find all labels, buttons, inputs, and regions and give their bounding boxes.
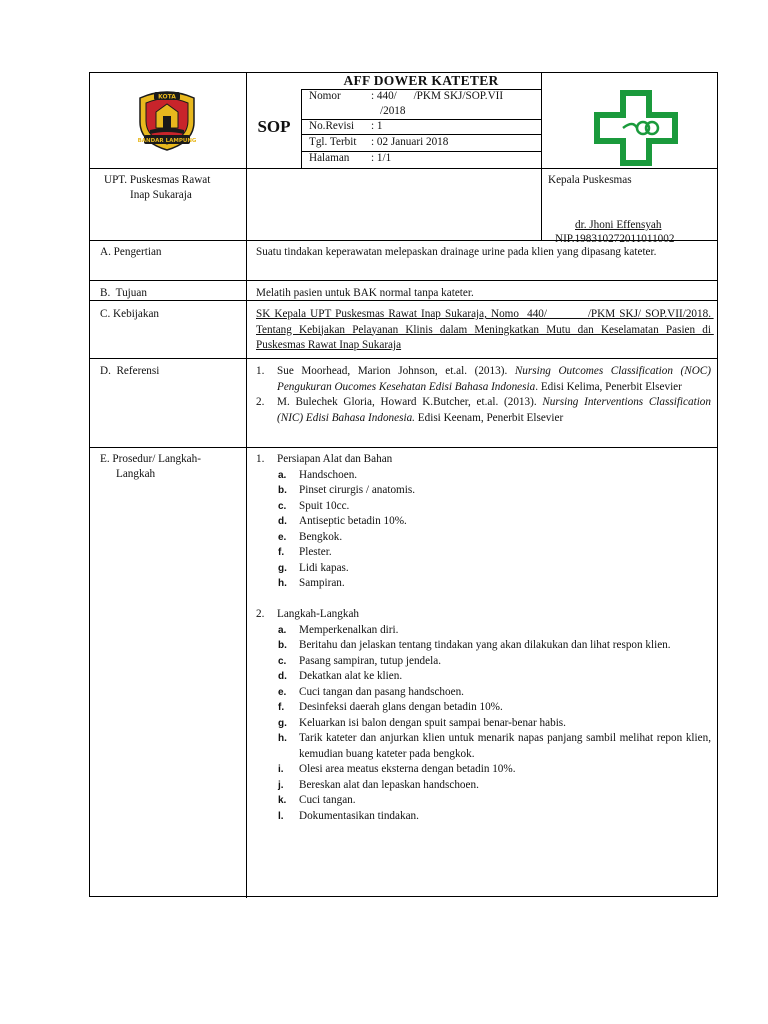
persiapan-item-letter: h.	[278, 578, 287, 589]
health-logo	[593, 90, 679, 166]
persiapan-item-letter: b.	[278, 485, 287, 496]
langkah-item	[256, 731, 711, 762]
row-line-kebijakan	[90, 358, 717, 359]
langkah-item-letter: h.	[278, 733, 287, 744]
referensi-title: Nursing Outcomes Classification (NOC) Pengukuran Oucomes Kesehatan Edisi Bahasa Indonesia	[277, 365, 711, 393]
persiapan-item-text: Plester.	[299, 546, 332, 558]
langkah-item	[256, 623, 711, 639]
langkah-item	[256, 793, 711, 809]
group-langkah-title: Langkah-Langkah	[277, 608, 360, 620]
referensi-text	[277, 364, 711, 395]
persiapan-item-letter: a.	[278, 469, 287, 481]
persiapan-item-text: Antiseptic betadin 10%.	[299, 515, 407, 527]
group-langkah-heading	[256, 607, 711, 623]
referensi-authors: M. Bulechek Gloria, Howard K.Butcher, et.al. (2013).	[277, 396, 543, 408]
langkah-item	[256, 809, 711, 825]
unit-name-line1: UPT. Puskesmas Rawat	[104, 174, 211, 186]
langkah-item-text: Cuci tangan dan pasang handschoen.	[299, 685, 464, 698]
referensi-num: 2.	[256, 396, 265, 408]
langkah-item-letter: g.	[278, 717, 287, 729]
sop-document	[89, 72, 718, 897]
head-nip: NIP.198310272011011002	[555, 233, 675, 245]
langkah-item-text: Pasang sampiran, tutup jendela.	[299, 654, 441, 667]
langkah-item-text: Dekatkan alat ke klien.	[299, 670, 403, 682]
row-line-header	[90, 168, 717, 169]
field-terbit-label: Tgl. Terbit	[309, 136, 357, 148]
persiapan-item-text: Bengkok.	[299, 530, 343, 543]
langkah-item	[256, 762, 711, 778]
referensi-authors: Sue Moorhead, Marion Johnson, et.al. (2013).	[277, 365, 515, 377]
langkah-item	[256, 638, 711, 654]
document-title: AFF DOWER KATETER	[343, 73, 499, 88]
langkah-list	[256, 623, 711, 825]
row-line-referensi	[90, 447, 717, 448]
sop-label: SOP	[257, 117, 291, 136]
referensi-tail: . Edisi Kelima, Penerbit Elsevier	[535, 380, 682, 393]
referensi-text	[277, 395, 711, 426]
city-logo	[132, 88, 202, 152]
langkah-item-text: Keluarkan isi balon dengan spuit sampai benar-benar habis.	[299, 716, 566, 729]
referensi-item	[256, 395, 711, 426]
text-kebijakan: SK Kepala UPT Puskesmas Rawat Inap Sukaraja, Nomo 440/ /PKM SKJ/ SOP.VII/2018. Tentang Kebijakan Pelayanan Klinis dalam Meningkatkan Mutu dan Keselamatan Pasien di Puskesmas Rawat Inap Sukaraja	[256, 308, 714, 351]
svg-text:BANDAR LAMPUNG: BANDAR LAMPUNG	[137, 138, 197, 144]
label-referensi: D. Referensi	[100, 365, 160, 377]
persiapan-item	[256, 468, 711, 484]
persiapan-item	[256, 483, 711, 499]
persiapan-item-text: Handschoen.	[299, 468, 358, 481]
field-nomor-value-cont: /2018	[380, 105, 406, 117]
persiapan-list	[256, 468, 711, 592]
langkah-item-letter: l.	[278, 810, 284, 822]
langkah-item-letter: f.	[278, 702, 285, 713]
persiapan-item-letter: e.	[278, 531, 287, 543]
text-pengertian: Suatu tindakan keperawatan melepaskan drainage urine pada klien yang dipasang kateter.	[256, 246, 657, 258]
field-nomor-value: : 440/ /PKM SKJ/SOP.VII	[371, 90, 504, 102]
group-langkah-num: 2.	[256, 608, 265, 620]
persiapan-item-text: Lidi kapas.	[299, 561, 349, 574]
langkah-item	[256, 685, 711, 701]
langkah-item-text: Dokumentasikan tindakan.	[299, 809, 419, 822]
label-prosedur-line2: Langkah	[116, 468, 156, 480]
langkah-item-letter: b.	[278, 640, 287, 651]
langkah-item-text: Cuci tangan.	[299, 794, 356, 806]
label-prosedur-line1: E. Prosedur/ Langkah-	[100, 453, 201, 465]
field-revisi-label: No.Revisi	[309, 120, 355, 132]
langkah-item-text: Memperkenalkan diri.	[299, 623, 399, 636]
persiapan-item	[256, 530, 711, 546]
persiapan-item	[256, 561, 711, 577]
text-tujuan: Melatih pasien untuk BAK normal tanpa kateter.	[256, 287, 474, 299]
langkah-item-letter: a.	[278, 624, 287, 636]
persiapan-item	[256, 499, 711, 515]
persiapan-item-text: Pinset cirurgis / anatomis.	[299, 484, 416, 496]
langkah-item	[256, 700, 711, 716]
langkah-item-text: Beritahu dan jelaskan tentang tindakan yang akan dilakukan dan lihat respon klien.	[299, 639, 671, 651]
field-nomor-label: Nomor	[309, 90, 341, 102]
langkah-item	[256, 669, 711, 685]
langkah-item-letter: e.	[278, 686, 287, 698]
langkah-item	[256, 654, 711, 670]
field-terbit-value: : 02 Januari 2018	[371, 136, 449, 148]
head-name: dr. Jhoni Effensyah	[575, 219, 662, 231]
field-halaman-label: Halaman	[309, 152, 350, 164]
head-title: Kepala Puskesmas	[548, 174, 632, 186]
persiapan-item	[256, 576, 711, 592]
spacer	[256, 592, 711, 608]
langkah-item-text: Bereskan alat dan lepaskan handschoen.	[299, 778, 479, 791]
group-persiapan-title: Persiapan Alat dan Bahan	[277, 453, 393, 465]
langkah-item-letter: d.	[278, 671, 287, 682]
langkah-item-text: Desinfeksi daerah glans dengan betadin 10%.	[299, 701, 503, 713]
label-pengertian: A. Pengertian	[100, 246, 162, 258]
persiapan-item-text: Sampiran.	[299, 577, 345, 589]
svg-text:KOTA: KOTA	[158, 93, 176, 101]
persiapan-item-letter: d.	[278, 516, 287, 527]
langkah-item-text: Tarik kateter dan anjurkan klien untuk menarik napas panjang sambil melihat repon klien, kemudian buang kateter pada bengkok.	[299, 732, 711, 760]
label-tujuan: B. Tujuan	[100, 287, 147, 299]
header-divider-right	[541, 73, 542, 240]
referensi-item	[256, 364, 711, 395]
langkah-item	[256, 716, 711, 732]
prosedur-content	[256, 452, 711, 824]
persiapan-item-letter: c.	[278, 500, 287, 512]
langkah-item-letter: j.	[278, 779, 284, 791]
langkah-item	[256, 778, 711, 794]
persiapan-item-text: Spuit 10cc.	[299, 499, 350, 512]
unit-name-line2: Inap Sukaraja	[130, 189, 192, 201]
persiapan-item	[256, 545, 711, 561]
langkah-item-text: Olesi area meatus eksterna dengan betadin 10%.	[299, 763, 516, 775]
referensi-title: Nursing Interventions Classification (NIC) Edisi Bahasa Indonesia.	[277, 396, 711, 424]
referensi-num: 1.	[256, 365, 265, 377]
langkah-item-letter: i.	[278, 764, 284, 775]
group-persiapan-num: 1.	[256, 453, 265, 465]
label-kebijakan: C. Kebijakan	[100, 308, 160, 320]
langkah-item-letter: k.	[278, 795, 287, 806]
group-persiapan-heading	[256, 452, 711, 468]
row-line-pengertian	[90, 280, 717, 281]
referensi-tail: Edisi Keenam, Penerbit Elsevier	[414, 411, 564, 424]
field-revisi-value: : 1	[371, 120, 383, 132]
persiapan-item-letter: g.	[278, 562, 287, 574]
persiapan-item	[256, 514, 711, 530]
persiapan-item-letter: f.	[278, 547, 285, 558]
langkah-item-letter: c.	[278, 655, 287, 667]
header-divider-left	[246, 73, 247, 898]
referensi-list	[256, 364, 711, 426]
field-halaman-value: : 1/1	[371, 152, 392, 164]
sop-divider	[301, 89, 302, 168]
